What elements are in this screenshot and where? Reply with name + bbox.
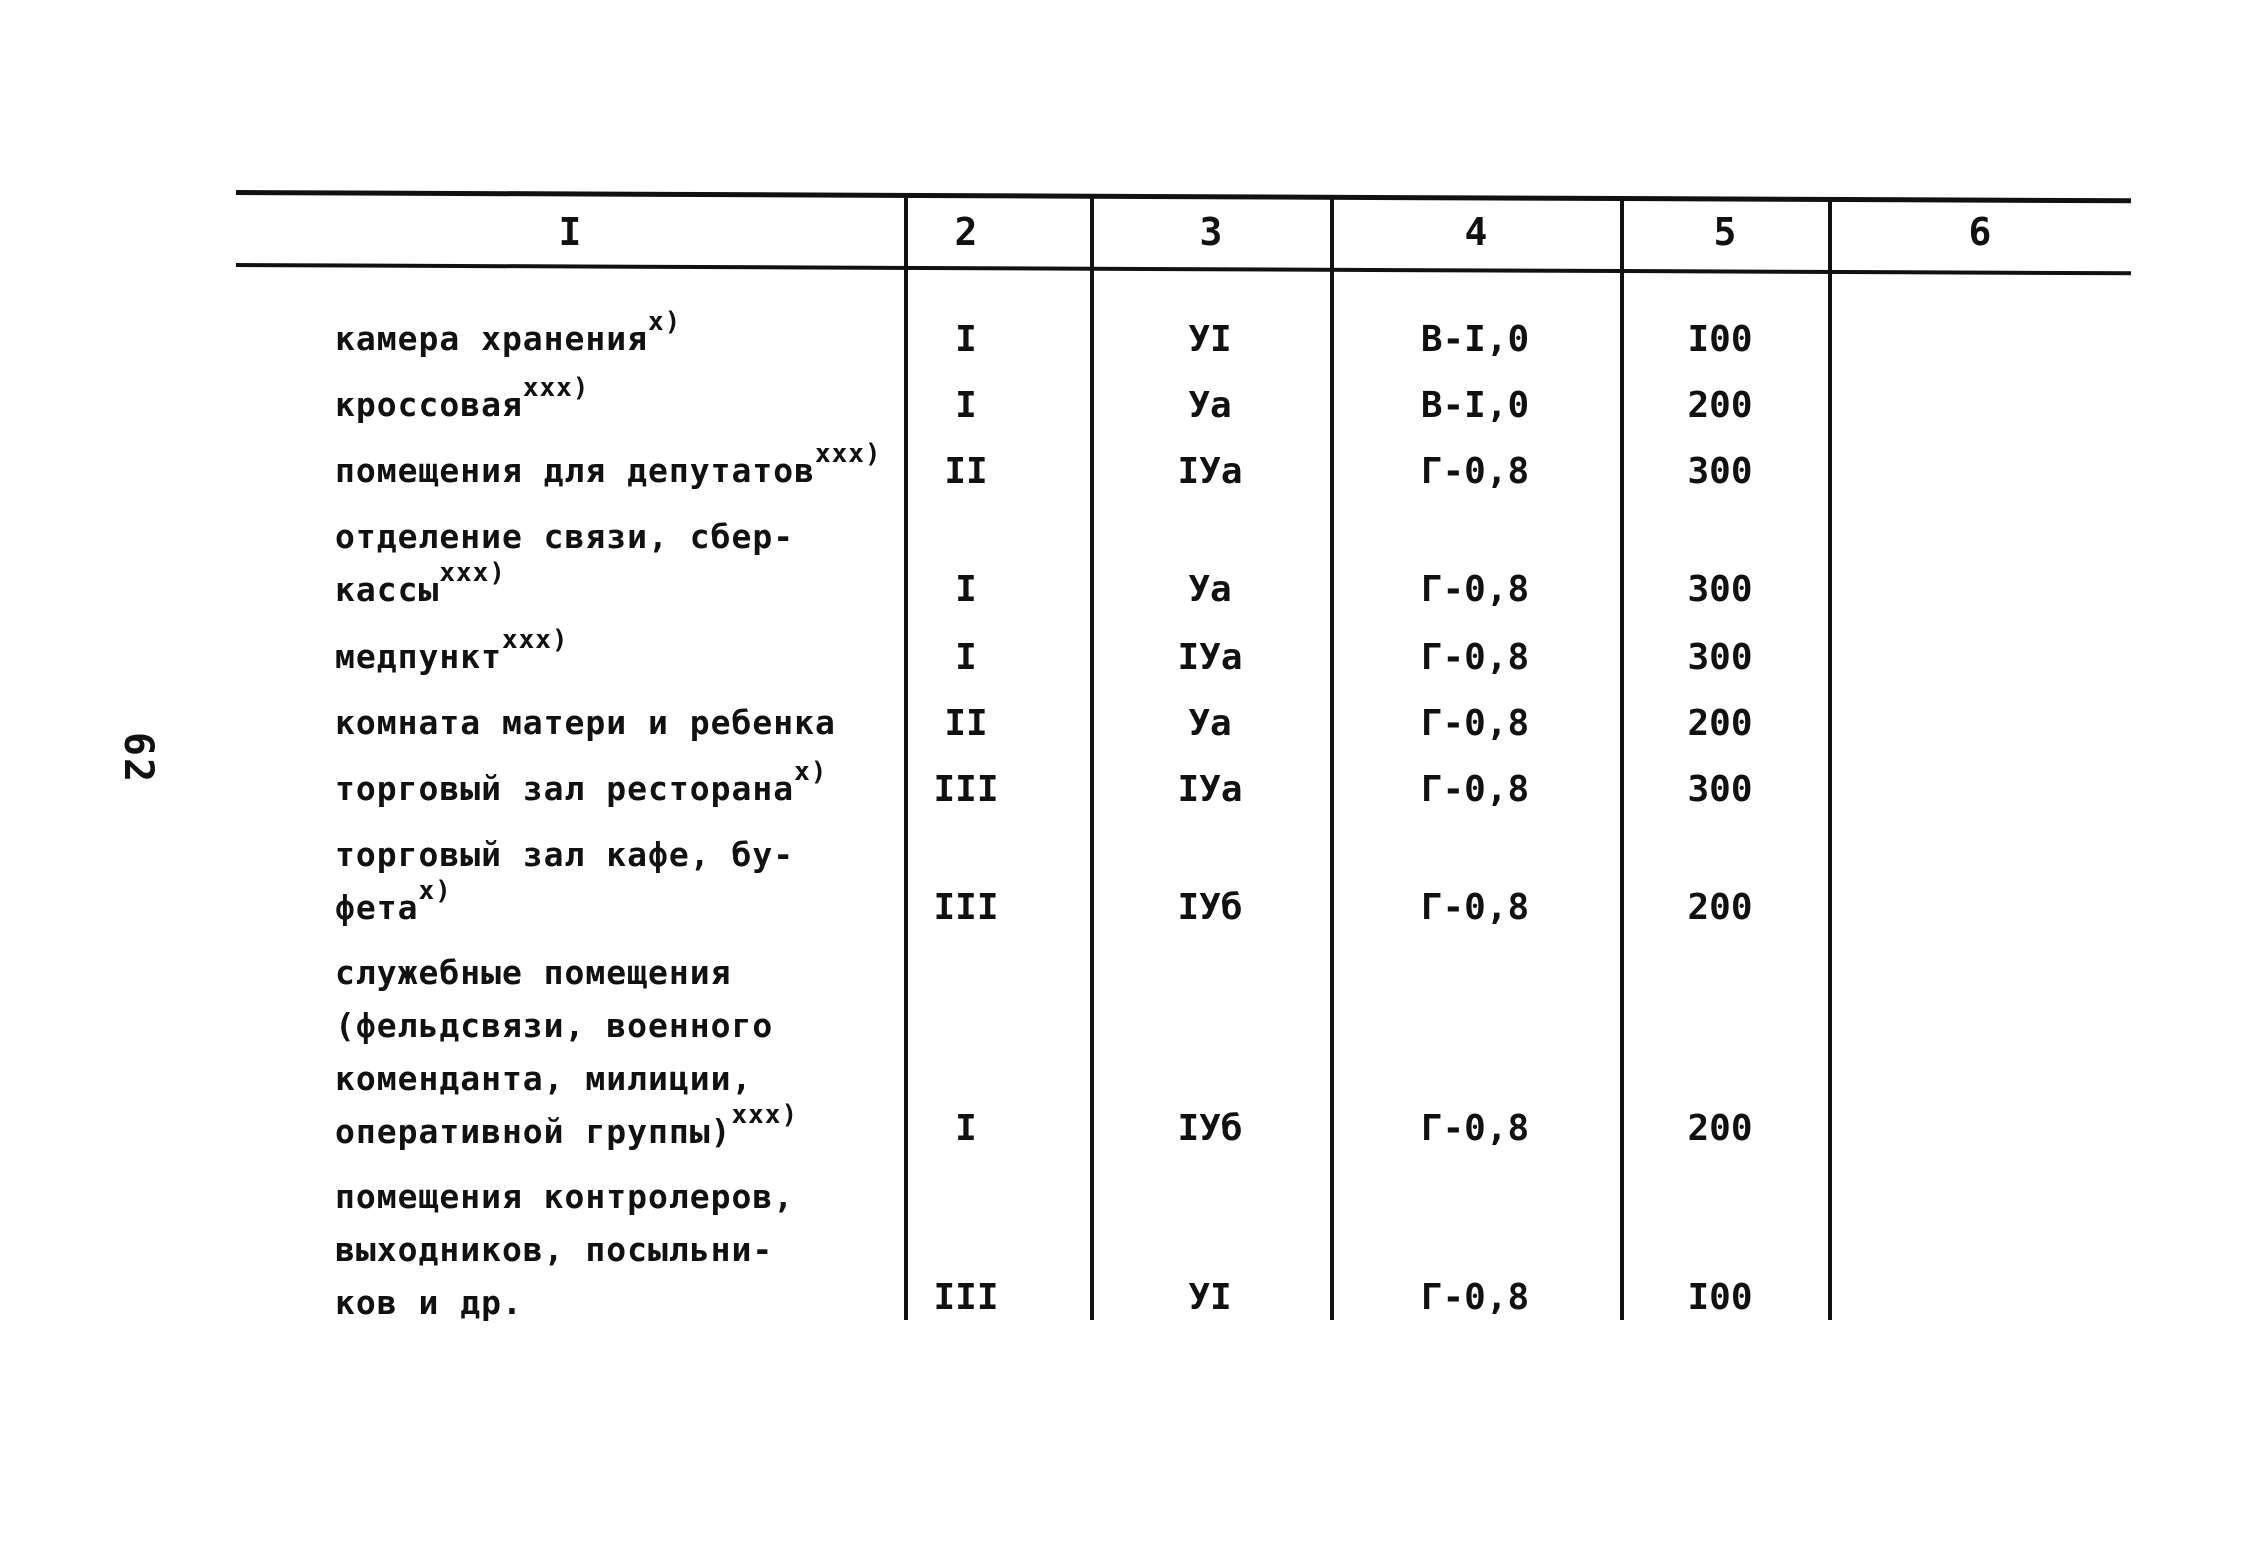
table-cell: I: [955, 637, 977, 678]
column-divider: [1828, 198, 1832, 1320]
table-cell: I: [955, 569, 977, 610]
table-header-cell: 2: [954, 210, 978, 254]
table-row-label: камера хранения$^{x)}$: [335, 307, 682, 358]
table-cell: 200: [1687, 1108, 1753, 1149]
table-row-label: служебные помещения (фельдсвязи, военного коменданта, милиции, оперативной группы)$^{xxx)}$: [335, 953, 799, 1151]
table-cell: В-I,0: [1420, 385, 1530, 426]
table-cell: III: [933, 887, 999, 928]
table-cell: 300: [1687, 769, 1753, 810]
table-header-cell: 4: [1464, 210, 1488, 254]
table-header-rule: [236, 263, 2131, 275]
table-row-label: кроссовая$^{xxx)}$: [335, 373, 590, 424]
page-number: 62: [115, 731, 162, 785]
table-cell: УI: [1188, 1277, 1232, 1318]
table-cell: 300: [1687, 637, 1753, 678]
table-cell: Уа: [1188, 703, 1232, 744]
table-cell: I: [955, 385, 977, 426]
table-row-label: торговый зал кафе, бу- фета$^{x)}$: [335, 835, 795, 927]
table-cell: I00: [1687, 1277, 1753, 1318]
table-cell: IУа: [1177, 637, 1243, 678]
table-cell: III: [933, 769, 999, 810]
table-header-cell: 5: [1713, 210, 1737, 254]
table-cell: 200: [1687, 887, 1753, 928]
table-header-cell: 6: [1968, 210, 1992, 254]
table-cell: Уа: [1188, 569, 1232, 610]
table-cell: I: [955, 1108, 977, 1149]
table-header-cell: I: [558, 210, 582, 254]
table-cell: IУа: [1177, 451, 1243, 492]
table-cell: Г-0,8: [1420, 569, 1530, 610]
table-cell: I00: [1687, 319, 1753, 360]
table-cell: III: [933, 1277, 999, 1318]
table-header-cell: 3: [1199, 210, 1223, 254]
table-cell: 200: [1687, 703, 1753, 744]
table-cell: Г-0,8: [1420, 887, 1530, 928]
table-cell: Г-0,8: [1420, 703, 1530, 744]
table-row-label: медпункт$^{xxx)}$: [335, 625, 569, 676]
table-row-label: торговый зал ресторана$^{x)}$: [335, 757, 828, 808]
table-row-label: помещения контролеров, выходников, посыльни- ков и др.: [335, 1177, 795, 1322]
table-cell: Г-0,8: [1420, 451, 1530, 492]
table-cell: Г-0,8: [1420, 769, 1530, 810]
table-cell: УI: [1188, 319, 1232, 360]
table-cell: Г-0,8: [1420, 637, 1530, 678]
table-cell: IУб: [1177, 1108, 1243, 1149]
table-cell: Уа: [1188, 385, 1232, 426]
table-cell: II: [944, 703, 988, 744]
table-cell: Г-0,8: [1420, 1108, 1530, 1149]
table-row-label: отделение связи, сбер- кассы$^{xxx)}$: [335, 517, 795, 609]
table-row-label: комната матери и ребенка: [335, 703, 836, 742]
table-cell: В-I,0: [1420, 319, 1530, 360]
table-cell: I: [955, 319, 977, 360]
table-cell: 300: [1687, 451, 1753, 492]
table-row-label: помещения для депутатов$^{xxx)}$: [335, 439, 882, 490]
table-cell: IУа: [1177, 769, 1243, 810]
table-cell: 200: [1687, 385, 1753, 426]
table-top-rule: [236, 190, 2131, 203]
table-cell: Г-0,8: [1420, 1277, 1530, 1318]
table-cell: IУб: [1177, 887, 1243, 928]
table-cell: 300: [1687, 569, 1753, 610]
table-cell: II: [944, 451, 988, 492]
